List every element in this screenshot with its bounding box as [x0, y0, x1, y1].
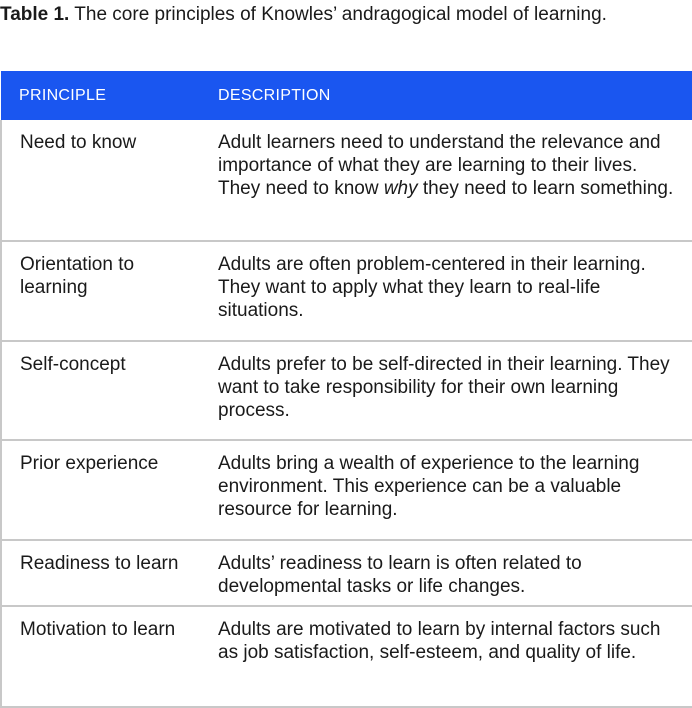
- description-emphasis: why: [383, 178, 418, 199]
- principle-cell: Self-concept: [1, 341, 200, 440]
- principle-cell: Need to know: [1, 120, 200, 241]
- description-cell: Adults bring a wealth of experience to the learning environment. This experience can be a valuable resource for learning.: [200, 440, 692, 540]
- principle-cell: Motivation to learn: [1, 606, 200, 707]
- caption-text: The core principles of Knowles’ andragogical model of learning.: [74, 4, 607, 25]
- principle-cell: Prior experience: [1, 440, 200, 540]
- table-row: [1, 606, 692, 707]
- header-principle: PRINCIPLE: [1, 71, 200, 120]
- description-cell: [200, 120, 692, 241]
- principles-table-container: [0, 71, 692, 708]
- principle-cell: Orientation to learning: [1, 241, 200, 341]
- table-row: [1, 440, 692, 540]
- principles-table: [0, 71, 692, 708]
- description-cell: Adults are often problem-centered in their learning. They want to apply what they learn to real-life situations.: [200, 241, 692, 341]
- table-caption: [0, 2, 660, 27]
- principle-cell: Readiness to learn: [1, 540, 200, 606]
- table-body: [1, 120, 692, 707]
- description-text: Adult learners need to understand the relevance and importance of what they are learning to their lives. They need to know: [218, 132, 661, 199]
- table-row: [1, 241, 692, 341]
- header-description: DESCRIPTION: [200, 71, 692, 120]
- description-cell: Adults prefer to be self-directed in their learning. They want to take responsibility for their own learning process.: [200, 341, 692, 440]
- description-cell: Adults’ readiness to learn is often related to developmental tasks or life changes.: [200, 540, 692, 606]
- description-text: they need to learn something.: [417, 178, 674, 199]
- table-header: [1, 71, 692, 120]
- table-row: [1, 540, 692, 606]
- caption-label: Table 1.: [0, 4, 70, 25]
- table-row: [1, 120, 692, 241]
- header-row: [1, 71, 692, 120]
- description-cell: Adults are motivated to learn by internal factors such as job satisfaction, self-esteem, and quality of life.: [200, 606, 692, 707]
- table-row: [1, 341, 692, 440]
